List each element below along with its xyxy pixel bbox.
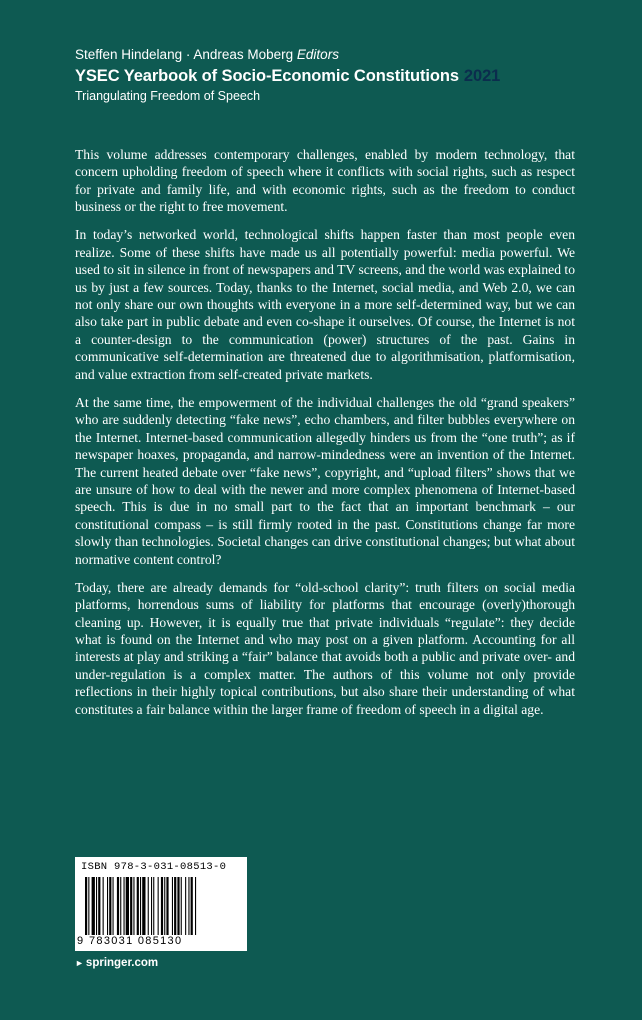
series-title: YSEC Yearbook of Socio-Economic Constitutions	[75, 67, 459, 85]
blurb-paragraph-3: At the same time, the empowerment of the individual challenges the old “grand speakers” who are suddenly detecting “fake news”, echo chambers, and filter bubbles everywhere on the Internet. Internet-based communication allegedly hinders us from the “one truth”; as if newspaper hoaxes, propaganda, and narrow-mindedness were an invention of the Internet. The current heated debate over “fake news”, copyright, and “upload filters” shows that we are unsure of how to deal with the newer and more complex phenomena of Internet-based speech. This is due in no small part to the fact that an important benchmark – our constitutional compass – is still firmly rooted in the past. Constitutions change far more slowly than technologies. Societal changes can drive constitutional changes; but what about normative content control?	[75, 394, 575, 567]
cover-header	[75, 46, 500, 105]
arrow-right-icon: ►	[75, 958, 84, 968]
blurb-paragraph-1: This volume addresses contemporary challenges, enabled by modern technology, that concern upholding freedom of speech where it conflicts with social rights, such as respect for private and family life, and with economic rights, such as the freedom to conduct business or the right to free movement.	[75, 147, 575, 215]
isbn-label: ISBN 978-3-031-08513-0	[81, 861, 227, 873]
isbn-barcode	[75, 857, 247, 951]
blurb-paragraph-2: In today’s networked world, technological shifts happen faster than most people even realize. Some of these shifts have made us all potentially powerful: media powerful. We used to sit in silence in front of newspapers and TV screens, and the world was explained to us by just a few sources. Today, thanks to the Internet, social media, and Web 2.0, we can not only share our own thoughts with everyone in a more self-determined way, but we can also take part in public debate and even co-shape it ourselves. Of course, the Internet is not a counter-design to the communication (power) structures of the past. Gains in communicative self-determination are threatened due to algorithmisation, platformisation, and value extraction from self-created private markets.	[75, 227, 575, 382]
publisher-url: springer.com	[85, 957, 159, 969]
barcode-digit-first: 9	[77, 935, 85, 947]
blurb-paragraph-4: Today, there are already demands for “old-school clarity”: truth filters on social media platforms, horrendous sums of liability for platforms that encourage (overly)thorough cleaning up. However, it is equally true that private individuals “regulate”: they decide what is found on the Internet and who may post on a given platform. Accounting for all interests at play and striking a “fair” balance that avoids both a public and private over- and under-regulation is a complex matter. The authors of this volume not only provide reflections in their highly topical contributions, but also share their understanding of what constitutes a fair balance within the larger frame of freedom of speech in a digital age.	[75, 579, 575, 717]
publisher-link[interactable]	[75, 957, 158, 969]
editors-line	[75, 46, 500, 64]
barcode-bars	[85, 877, 237, 937]
editors-role: Editors	[296, 47, 339, 62]
book-title	[75, 65, 500, 87]
barcode-digit-rest: 783031 085130	[89, 935, 183, 947]
editors-names: Steffen Hindelang · Andreas Moberg	[75, 47, 294, 62]
blurb-text	[75, 146, 575, 729]
series-year: 2021	[463, 67, 501, 85]
book-subtitle: Triangulating Freedom of Speech	[75, 89, 261, 103]
